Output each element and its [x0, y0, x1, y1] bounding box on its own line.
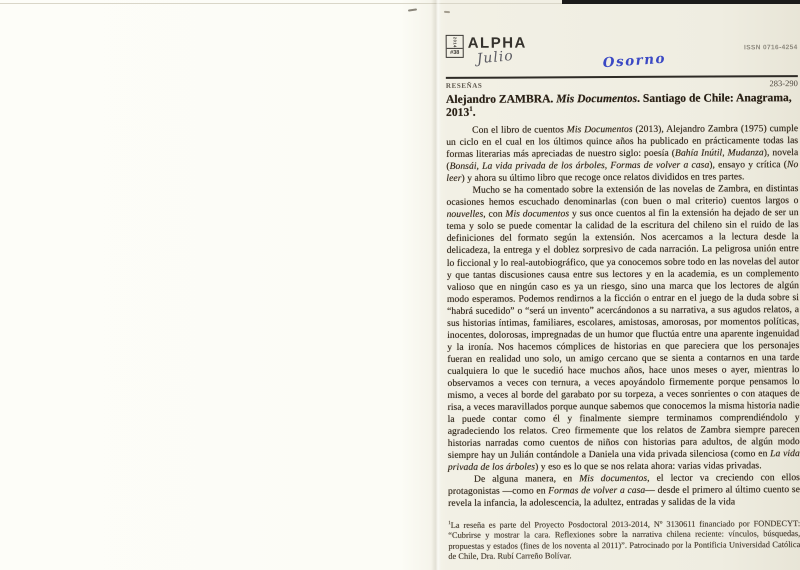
section-label: RESEÑAS	[445, 81, 483, 90]
paragraph: Mucho se ha comentado sobre la extensión de las novelas de Zambra, en distintas ocasiones hemos escuchado denominarlas (con buen o mal criterio) cuentos largos o nouvelles, con Mis documentos y sus once cuentos al fin la extensión ha dejado de ser un tema y solo se puede comentar la calidad de la escritura del chileno sin el ruido de las definiciones del formato según la extensión. Nos acercamos a la lectura desde la delicadeza, la entrega y el doblez sorpresivo de cada narración. La peligrosa unión entre lo ficcional y lo real-autobiográfico, que ya conocemos sobre todo en las novelas del autor y que tantas discusiones causa entre sus lectores y en la academia, es un complemento valioso que en ningún caso es ya un riesgo, sino una marca que los lectores de algún modo esperamos. Podemos rendirnos a la ficción o entrar en el juego de la duda sobre si “habrá sucedido” o “será un invento” acercándonos a su narrativa, a sus agudos relatos, a sus historias íntimas, familiares, escolares, amistosas, amorosas, por momentos políticas, inocentes, dolorosas, impregnadas de un humor que fluctúa entre una aparente ingenuidad y la ironía. Nos hacemos cómplices de historias en que pareciera que los personajes fueran en realidad uno solo, un amigo cercano que se sienta a contarnos en una tarde cualquiera lo que le sucedió hace muchos años, hace unos meses o ayer, mientras lo observamos a veces con ternura, a veces apoyándolo firmemente porque pensamos lo mismo, a veces al borde del garabato por su torpeza, a veces sonrientes o con ataques de risa, a veces maravillados porque aunque sabemos que conocemos la misma historia nadie la puede contar como él y finalmente siempre terminamos comprendiéndolo y agradeciendo los relatos. Creo firmemente que los relatos de Zambra siempre parecen historias narradas como cuentos de niños con historias para adultos, de algún modo siempre hay un Julián contándole a Daniela una vida privada silenciosa (como en La vida privada de los árboles) y eso es lo que se nos relata ahora: varias vidas privadas.	[446, 183, 800, 474]
page-range: 283-290	[769, 78, 798, 89]
scanned-page	[446, 29, 800, 563]
footnote: $^1$La reseña es parte del Proyecto Posdoctoral 2013-2014, Nº 3130611 financiado por FONDECYT: “Cubrirse y mostrar la cara. Reflexiones sobre la narrativa chilena reciente: vínculos, búsquedas, propuestas y estados (fines de los noventa al 2011)”. Patrocinado por la Pontificia Universidad Católica de Chile, Dra. Rubí Carreño Bolívar.	[448, 518, 800, 562]
handwritten-city: Osorno	[602, 50, 667, 72]
page-fold-crease	[431, 0, 441, 570]
paragraph: De alguna manera, en Mis documentos, el lector va creciendo con ellos protagonistas —como en Formas de volver a casa— desde el primero al último cuento se revela la infancia, la adolescencia, la adultez, entradas y salidas de la vida	[447, 472, 800, 510]
handwritten-month: Julio	[476, 47, 515, 68]
header-meta-row	[446, 79, 798, 90]
article-title: Alejandro ZAMBRA. Mis Documentos. Santiago de Chile: Anagrama, 2013$^1$.	[445, 91, 792, 119]
issue-number-label: #38	[450, 49, 460, 56]
scan-dark-edge	[562, 0, 800, 4]
scanner-edge-line	[0, 3, 565, 4]
issue-year-label: 2014	[447, 36, 463, 49]
journal-title: ALPHA	[467, 34, 527, 52]
journal-issue-badge	[446, 35, 464, 58]
stray-pen-mark	[444, 11, 450, 14]
header-rule	[446, 75, 798, 79]
article-body	[446, 123, 800, 510]
paragraph: Con el libro de cuentos Mis Documentos (2013), Alejandro Zambra (1975) cumple un ciclo en el cual en los últimos quince años ha publicado en prácticamente todas las formas literarias más apreciadas de nuestro siglo: poesía (Bahía Inútil, Mudanza), novela (Bonsái, La vida privada de los árboles, Formas de volver a casa), ensayo y crítica (No leer) y ahora su último libro que recoge once relatos divididos en tres partes.	[446, 123, 799, 185]
stray-pen-mark	[408, 8, 417, 11]
issn-label: ISSN 0716-4254	[744, 44, 798, 52]
